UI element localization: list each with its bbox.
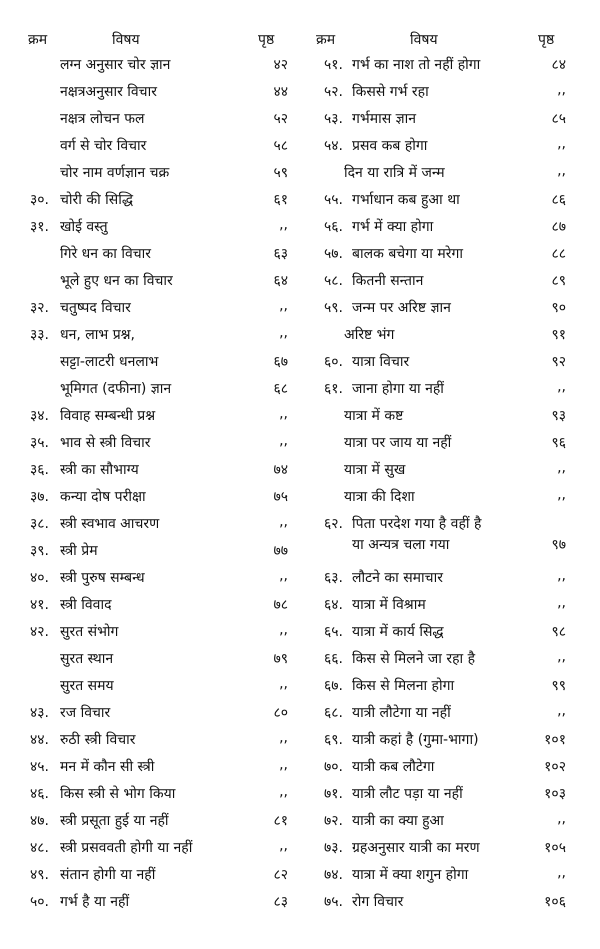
entry-number: ३६. — [30, 462, 50, 478]
entry-title: चोरी की सिद्धि — [60, 192, 134, 208]
entry-page-number: ,, — [279, 568, 288, 584]
entry-title: यात्री कहां है (गुमा-भागा) — [352, 732, 479, 748]
entry-number: ४२. — [30, 624, 50, 640]
entry-number: ७०. — [324, 759, 344, 775]
entry-page-number: ,, — [279, 433, 288, 449]
entry-page-number: ,, — [279, 217, 288, 233]
entry-number: ३९. — [30, 543, 50, 559]
entry-number: ३०. — [30, 192, 50, 208]
entry-page-number: ६८ — [273, 381, 288, 397]
entry-page-number: ९० — [551, 300, 566, 316]
entry-title: यात्रा में कार्य सिद्ध — [352, 624, 444, 640]
contents-entry — [0, 482, 300, 509]
entry-page-number: ९८ — [551, 624, 566, 640]
contents-entry — [300, 320, 600, 347]
entry-number: ६७. — [324, 678, 344, 694]
entry-page-number: ५२ — [273, 111, 288, 127]
contents-entry — [0, 860, 300, 887]
contents-entry — [300, 158, 600, 185]
entry-page-number: ,, — [279, 406, 288, 422]
entry-title: कन्या दोष परीक्षा — [60, 489, 146, 505]
entry-page-number: ,, — [279, 514, 288, 530]
entry-number: ४६. — [30, 786, 50, 802]
entry-title: यात्री कब लौटेगा — [352, 759, 435, 775]
entry-number: ३२. — [30, 300, 50, 316]
entry-number: ६६. — [324, 651, 344, 667]
entry-page-number: ८७ — [551, 219, 566, 235]
contents-entry — [0, 455, 300, 482]
contents-entry — [300, 50, 600, 77]
entry-number: ५०. — [30, 894, 50, 910]
entry-page-number: ९७ — [551, 537, 566, 553]
entry-number: ६८. — [324, 705, 344, 721]
contents-column-left — [0, 50, 300, 914]
entry-title: भूमिगत (दफीना) ज्ञान — [60, 381, 172, 397]
contents-entry — [0, 77, 300, 104]
entry-title: वर्ग से चोर विचार — [60, 138, 147, 154]
entry-title: पिता परदेश गया है वहीं है — [352, 516, 482, 532]
entry-title: सुरत समय — [60, 678, 114, 694]
contents-entry — [0, 401, 300, 428]
contents-entry — [300, 563, 600, 590]
header-vishay-left: विषय — [112, 32, 140, 48]
entry-number: ५८. — [324, 273, 344, 289]
entry-title: गर्भ का नाश तो नहीं होगा — [352, 57, 481, 73]
contents-entry — [0, 644, 300, 671]
entry-title: किस स्त्री से भोग किया — [60, 786, 176, 802]
contents-entry — [300, 293, 600, 320]
entry-title: लग्न अनुसार चोर ज्ञान — [60, 57, 171, 73]
entry-number: ६१. — [324, 381, 344, 397]
entry-page-number: ,, — [557, 811, 566, 827]
entry-title: यात्रा की दिशा — [344, 489, 415, 505]
entry-page-number: ,, — [279, 298, 288, 314]
entry-title: सुरत संभोग — [60, 624, 119, 640]
contents-entry — [300, 266, 600, 293]
entry-number: ४३. — [30, 705, 50, 721]
entry-number: ५७. — [324, 246, 344, 262]
entry-title: स्त्री विवाद — [60, 597, 112, 613]
entry-number: ७२. — [324, 813, 344, 829]
contents-entry — [300, 860, 600, 887]
entry-title: दिन या रात्रि में जन्म — [344, 165, 445, 181]
entry-title: गिरे धन का विचार — [60, 246, 151, 262]
entry-number: ६३. — [324, 570, 344, 586]
entry-title: यात्रा में क्या शगुन होगा — [352, 867, 469, 883]
entry-title: बालक बचेगा या मरेगा — [352, 246, 463, 262]
entry-page-number: ,, — [557, 487, 566, 503]
contents-entry — [0, 671, 300, 698]
header-kram-right: क्रम — [316, 32, 336, 48]
entry-title: नक्षत्रअनुसार विचार — [60, 84, 157, 100]
entry-number: ३४. — [30, 408, 50, 424]
contents-entry — [0, 563, 300, 590]
entry-page-number: ८१ — [273, 813, 288, 829]
entry-title: गर्भाधान कब हुआ था — [352, 192, 460, 208]
entry-title: रज विचार — [60, 705, 111, 721]
contents-entry — [0, 833, 300, 860]
entry-page-number: ८५ — [551, 111, 566, 127]
entry-page-number: ४४ — [273, 84, 288, 100]
entry-title: यात्रा में विश्राम — [352, 597, 426, 613]
header-prishth-left: पृष्ठ — [258, 32, 275, 48]
entry-number: ५५. — [324, 192, 344, 208]
contents-entry — [300, 131, 600, 158]
contents-entry — [0, 887, 300, 914]
header-vishay-right: विषय — [410, 32, 438, 48]
entry-page-number: ५९ — [273, 165, 288, 181]
entry-title: गर्भ में क्या होगा — [352, 219, 434, 235]
entry-page-number: १०३ — [544, 786, 566, 802]
entry-page-number: ,, — [279, 730, 288, 746]
contents-entry — [0, 185, 300, 212]
contents-entry — [300, 455, 600, 482]
contents-entry — [300, 509, 600, 563]
entry-number: ६०. — [324, 354, 344, 370]
contents-entry — [0, 239, 300, 266]
contents-entry — [300, 590, 600, 617]
entry-number: ६२. — [324, 516, 344, 532]
entry-title: स्त्री प्रसूता हुई या नहीं — [60, 813, 169, 829]
contents-entry — [300, 239, 600, 266]
contents-entry — [0, 212, 300, 239]
contents-entry — [300, 617, 600, 644]
contents-entry — [0, 158, 300, 185]
entry-page-number: १०६ — [544, 894, 566, 910]
entry-title: सुरत स्थान — [60, 651, 114, 667]
entry-page-number: ८० — [273, 705, 288, 721]
entry-title: किससे गर्भ रहा — [352, 84, 429, 100]
contents-entry — [300, 644, 600, 671]
entry-page-number: ८८ — [551, 246, 566, 262]
entry-number: ५६. — [324, 219, 344, 235]
entry-title: जाना होगा या नहीं — [352, 381, 444, 397]
entry-page-number: ४२ — [273, 57, 288, 73]
entry-page-number: ,, — [557, 379, 566, 395]
contents-entry — [0, 104, 300, 131]
header-kram-left: क्रम — [28, 32, 48, 48]
entry-title: यात्री लौट पड़ा या नहीं — [352, 786, 463, 802]
entry-number: ७१. — [324, 786, 344, 802]
entry-title: नक्षत्र लोचन फल — [60, 111, 145, 127]
entry-title: स्त्री प्रेम — [60, 543, 98, 559]
contents-entry — [0, 806, 300, 833]
contents-entry — [0, 428, 300, 455]
entry-page-number: ६१ — [273, 192, 288, 208]
entry-title: धन, लाभ प्रश्न, — [60, 327, 136, 343]
contents-entry — [0, 617, 300, 644]
entry-page-number: ,, — [279, 622, 288, 638]
entry-number: ४५. — [30, 759, 50, 775]
contents-entry — [0, 752, 300, 779]
entry-number: ७४. — [324, 867, 344, 883]
contents-entry — [0, 509, 300, 536]
entry-number: ६९. — [324, 732, 344, 748]
entry-page-number: १०२ — [544, 759, 566, 775]
contents-entry — [300, 482, 600, 509]
entry-number: ५४. — [324, 138, 344, 154]
entry-page-number: ,, — [557, 163, 566, 179]
entry-page-number: ८३ — [273, 894, 288, 910]
entry-page-number: ,, — [557, 568, 566, 584]
contents-entry — [0, 347, 300, 374]
contents-entry — [300, 104, 600, 131]
contents-entry — [0, 698, 300, 725]
contents-entry — [300, 779, 600, 806]
entry-number: ४१. — [30, 597, 50, 613]
entry-title: ग्रहअनुसार यात्री का मरण — [352, 840, 480, 856]
entry-number: ५१. — [324, 57, 344, 73]
entry-title: यात्रा विचार — [352, 354, 410, 370]
contents-entry — [300, 833, 600, 860]
entry-page-number: ,, — [279, 757, 288, 773]
entry-title: प्रसव कब होगा — [352, 138, 428, 154]
contents-entry — [0, 725, 300, 752]
contents-entry — [0, 536, 300, 563]
entry-number: ४९. — [30, 867, 50, 883]
entry-page-number: १०१ — [544, 732, 566, 748]
contents-entry — [0, 779, 300, 806]
entry-title: यात्रा पर जाय या नहीं — [344, 435, 452, 451]
contents-entry — [0, 374, 300, 401]
entry-title: चतुष्पद विचार — [60, 300, 131, 316]
entry-number: ६४. — [324, 597, 344, 613]
entry-page-number: ९१ — [551, 327, 566, 343]
entry-number: ७३. — [324, 840, 344, 856]
contents-entry — [300, 698, 600, 725]
entry-title: कितनी सन्तान — [352, 273, 424, 289]
entry-title: यात्रा में कष्ट — [344, 408, 404, 424]
contents-entry — [0, 266, 300, 293]
entry-page-number: ७४ — [273, 462, 288, 478]
entry-page-number: ,, — [557, 82, 566, 98]
entry-page-number: ,, — [557, 649, 566, 665]
table-header — [0, 30, 600, 52]
entry-page-number: ८६ — [551, 192, 566, 208]
entry-title: स्त्री स्वभाव आचरण — [60, 516, 160, 532]
entry-page-number: ,, — [279, 325, 288, 341]
entry-page-number: ,, — [279, 784, 288, 800]
entry-number: ३८. — [30, 516, 50, 532]
entry-title: स्त्री का सौभाग्य — [60, 462, 139, 478]
entry-number: ३१. — [30, 219, 50, 235]
entry-title: रोग विचार — [352, 894, 404, 910]
contents-entry — [300, 806, 600, 833]
contents-entry — [0, 50, 300, 77]
entry-page-number: ,, — [557, 865, 566, 881]
entry-page-number: ९३ — [551, 408, 566, 424]
entry-title: खोई वस्तु — [60, 219, 108, 235]
entry-title: गर्भ है या नहीं — [60, 894, 130, 910]
entry-title: यात्री लौटेगा या नहीं — [352, 705, 451, 721]
contents-entry — [300, 752, 600, 779]
contents-entry — [300, 887, 600, 914]
entry-page-number: ७८ — [273, 597, 288, 613]
entry-title: रुठी स्त्री विचार — [60, 732, 136, 748]
entry-title: अरिष्ट भंग — [344, 327, 395, 343]
entry-number: ४८. — [30, 840, 50, 856]
contents-column-right — [300, 50, 600, 914]
contents-entry — [300, 428, 600, 455]
entry-page-number: १०५ — [544, 840, 566, 856]
entry-page-number: ९२ — [551, 354, 566, 370]
entry-page-number: ,, — [557, 595, 566, 611]
entry-title: लौटने का समाचार — [352, 570, 443, 586]
entry-page-number: ८९ — [551, 273, 566, 289]
entry-title: किस से मिलने जा रहा है — [352, 651, 476, 667]
entry-page-number: ,, — [279, 676, 288, 692]
entry-title: भूले हुए धन का विचार — [60, 273, 173, 289]
contents-entry — [300, 347, 600, 374]
contents-entry — [300, 725, 600, 752]
entry-number: ५९. — [324, 300, 344, 316]
entry-title: जन्म पर अरिष्ट ज्ञान — [352, 300, 451, 316]
entry-number: ४०. — [30, 570, 50, 586]
contents-entry — [0, 590, 300, 617]
entry-number: ५३. — [324, 111, 344, 127]
entry-page-number: ६४ — [273, 273, 288, 289]
contents-entry — [0, 293, 300, 320]
entry-page-number: ५८ — [273, 138, 288, 154]
contents-entry — [0, 320, 300, 347]
entry-page-number: ९९ — [551, 678, 566, 694]
entry-title: गर्भमास ज्ञान — [352, 111, 417, 127]
entry-title: मन में कौन सी स्त्री — [60, 759, 155, 775]
entry-page-number: ९६ — [551, 435, 566, 451]
entry-title: विवाह सम्बन्धी प्रश्न — [60, 408, 156, 424]
entry-title: स्त्री पुरुष सम्बन्ध — [60, 570, 145, 586]
entry-page-number: ६३ — [273, 246, 288, 262]
contents-entry — [300, 77, 600, 104]
contents-entry — [300, 374, 600, 401]
header-prishth-right: पृष्ठ — [538, 32, 555, 48]
entry-title: यात्रा में सुख — [344, 462, 406, 478]
entry-number: ७५. — [324, 894, 344, 910]
entry-title-continued: या अन्यत्र चला गया — [352, 537, 450, 553]
entry-page-number: ८२ — [273, 867, 288, 883]
entry-title: चोर नाम वर्णज्ञान चक्र — [60, 165, 170, 181]
entry-title: संतान होगी या नहीं — [60, 867, 156, 883]
entry-title: भाव से स्त्री विचार — [60, 435, 151, 451]
entry-page-number: ,, — [279, 838, 288, 854]
entry-title: सट्टा-लाटरी धनलाभ — [60, 354, 159, 370]
contents-entry — [300, 185, 600, 212]
entry-number: ५२. — [324, 84, 344, 100]
entry-number: ४७. — [30, 813, 50, 829]
contents-entry — [300, 671, 600, 698]
entry-page-number: ,, — [557, 460, 566, 476]
entry-number: ३७. — [30, 489, 50, 505]
entry-page-number: ७७ — [273, 543, 288, 559]
contents-entry — [300, 212, 600, 239]
entry-number: ३५. — [30, 435, 50, 451]
entry-page-number: ,, — [557, 136, 566, 152]
entry-page-number: ७५ — [273, 489, 288, 505]
entry-page-number: ,, — [557, 703, 566, 719]
contents-entry — [0, 131, 300, 158]
entry-number: ४४. — [30, 732, 50, 748]
entry-title: स्त्री प्रसववती होगी या नहीं — [60, 840, 193, 856]
entry-number: ३३. — [30, 327, 50, 343]
entry-page-number: ७९ — [273, 651, 288, 667]
entry-page-number: ६७ — [273, 354, 288, 370]
entry-number: ६५. — [324, 624, 344, 640]
entry-title: किस से मिलना होगा — [352, 678, 455, 694]
entry-title: यात्री का क्या हुआ — [352, 813, 444, 829]
contents-entry — [300, 401, 600, 428]
entry-page-number: ८४ — [551, 57, 566, 73]
